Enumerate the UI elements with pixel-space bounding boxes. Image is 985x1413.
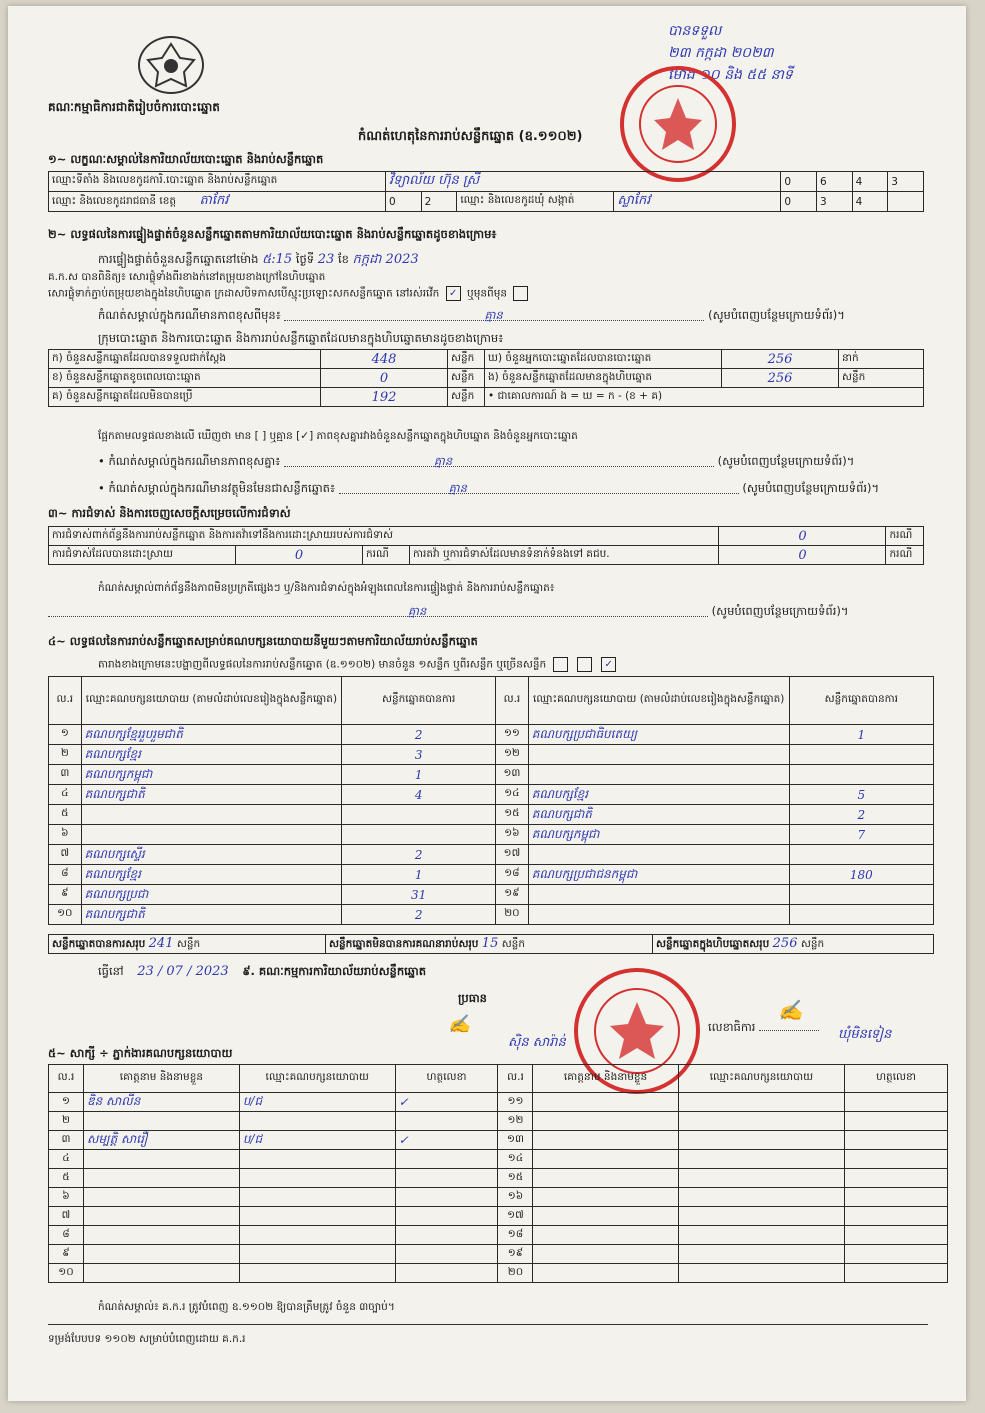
witness-sign — [845, 1093, 948, 1112]
witness-name — [533, 1131, 678, 1150]
result-party: គណបក្សជាតិ — [81, 905, 342, 925]
row-a-value: 448 — [321, 350, 448, 369]
seal-other-checkbox[interactable] — [513, 286, 528, 301]
witness-name — [533, 1207, 678, 1226]
result-party: គណបក្សខ្មែររួបរួមជាតិ — [81, 725, 342, 745]
table-row — [49, 725, 934, 745]
result-votes: 2 — [342, 725, 496, 745]
witness-party — [678, 1169, 844, 1188]
note-value-s2: គ្មាន — [484, 308, 503, 322]
col-party-left: ឈ្មោះគណបក្សនយោបាយ (តាមលំដាប់លេខរៀងក្នុងសន្លឹកឆ្នោត) — [81, 677, 342, 725]
witness-name — [83, 1264, 239, 1283]
sheets-1-checkbox[interactable] — [553, 657, 568, 672]
witness-no: ១២ — [498, 1112, 533, 1131]
witness-party — [239, 1226, 395, 1245]
witness-no: ២០ — [498, 1264, 533, 1283]
station-label: ឈ្មោះទីតាំង និងលេខកូដការិ.បោះឆ្នោត និងរាប់សន្លឹកឆ្នោត — [49, 172, 386, 192]
witness-name: សម្បត្តិ សារឿ — [83, 1131, 239, 1150]
row-b-label: ខ) ចំនួនសន្លឹកឆ្នោតខូចពេលបោះឆ្នោត — [49, 369, 321, 388]
station-code-3: 4 — [852, 172, 888, 192]
bullet-1: • កំណត់សម្គាល់ក្នុងករណីមានភាពខុសគ្នា៖ គ្មាន (សូមបំពេញបន្ថែមក្រោយទំព័រ)។ — [98, 454, 855, 468]
result-votes: 1 — [342, 765, 496, 785]
province-code-1: 0 — [386, 192, 422, 212]
witness-no: ៤ — [49, 1150, 84, 1169]
witness-no: ៥ — [49, 1169, 84, 1188]
witness-name — [533, 1188, 678, 1207]
bottom-divider — [48, 1324, 928, 1325]
result-party — [528, 905, 789, 925]
date-line: ធ្វើនៅ 23 / 07 / 2023 ៩. គណៈកម្មការការិយាល័យរាប់សន្លឹកឆ្នោត — [98, 964, 427, 979]
commune-label: ឈ្មោះ និងលេខកូដឃុំ សង្កាត់ — [457, 192, 614, 212]
witness-sign — [395, 1112, 498, 1131]
sheets-many-checkbox[interactable]: ✓ — [601, 657, 616, 672]
witness-no: ១៤ — [498, 1150, 533, 1169]
table-row — [49, 1150, 948, 1169]
witness-party — [239, 1207, 395, 1226]
table-row — [49, 885, 934, 905]
witness-sign — [395, 1188, 498, 1207]
result-votes: 31 — [342, 885, 496, 905]
day-value: 23 — [317, 252, 335, 267]
witness-sign — [395, 1207, 498, 1226]
witness-name — [83, 1188, 239, 1207]
result-no: ១០ — [49, 905, 82, 925]
witness-party: ប/ជ — [239, 1131, 395, 1150]
witness-name — [83, 1207, 239, 1226]
row-b-value: 0 — [321, 369, 448, 388]
station-table — [48, 171, 924, 212]
witness-party — [678, 1226, 844, 1245]
commune-code-3: 4 — [852, 192, 888, 212]
table-row — [49, 1188, 948, 1207]
table-row — [49, 1169, 948, 1188]
total-invalid-value: 15 — [481, 935, 499, 951]
section2-title: ២~ លទ្ធផលនៃការផ្ទៀងផ្ទាត់ចំនួនសន្លឹកឆ្នោតតាមការិយាល័យបោះឆ្នោត និងរាប់សន្លឹកឆ្នោតដូចខាងក្រោម៖ — [48, 227, 497, 241]
witness-party — [239, 1188, 395, 1207]
result-no: ៣ — [49, 765, 82, 785]
row-d-value: 256 — [722, 350, 839, 369]
committee-label: ៩. គណៈកម្មការការិយាល័យរាប់សន្លឹកឆ្នោត — [242, 964, 427, 978]
result-votes: 180 — [789, 865, 933, 885]
seal-line: សោរផ្លុំទាក់ភ្ជាប់តម្រុយខាងក្នុងនៃហិបឆ្នោត ក្រដាសបិទភាសបើស្មុះប្រឡោះសកសន្លឹកឆ្នោត នៅរស់រវើក ✓ ឬមុនពីមុន — [48, 286, 531, 301]
witness-party — [239, 1264, 395, 1283]
result-votes — [789, 745, 933, 765]
result-votes: 2 — [789, 805, 933, 825]
nec-emblem-icon — [138, 36, 204, 94]
section3-note-label: កំណត់សម្គាល់ពាក់ព័ន្ធនឹងភាពមិនប្រក្រតីផ្សេងៗ ឬ/និងការជំទាស់ក្នុងអំឡុងពេលនៃការផ្ទៀងផ្ទាត់ និងការរាប់សន្លឹកឆ្នោត៖ — [98, 582, 555, 594]
table-row — [49, 785, 934, 805]
form-title: កំណត់ហេតុនៃការរាប់សន្លឹកឆ្នោត (ឧ.១១០២) — [358, 129, 583, 144]
row-e-value: 256 — [722, 369, 839, 388]
chair-label: ប្រធាន — [458, 991, 487, 1005]
col-no-right: ល.រ — [496, 677, 529, 725]
witness-sign — [395, 1169, 498, 1188]
result-votes — [789, 765, 933, 785]
witness-no: ២ — [49, 1112, 84, 1131]
result-party — [528, 885, 789, 905]
form-code-note: ទម្រង់បែបបទ ១១០២ សម្រាប់បំពេញដោយ គ.ក.រ — [48, 1333, 246, 1345]
ballot-count-table: ក) ចំនួនសន្លឹកឆ្នោតដែលបានទទួលជាក់ស្តែង 448 សន្លឹក ឃ) ចំនួនអ្នកបោះឆ្នោតដែលបានបោះឆ្នោត 256 នាក់ ខ) ចំនួនសន្លឹកឆ្នោតខូចពេលបោះឆ្នោត 0 សន្លឹក ង) ចំនួនសន្លឹកឆ្នោតដែលមានក្នុងហិបឆ្នោត 256 សន្លឹក គ) ចំនួនសន្លឹកឆ្នោតដែលមិនបានប្រើ 192 សន្លឹក • ជាគោលការណ៍ ង = ឃ = ក - (ខ + គ) — [48, 349, 924, 407]
table-row — [49, 905, 934, 925]
witness-sign — [845, 1112, 948, 1131]
result-party — [528, 845, 789, 865]
witness-no: ៦ — [49, 1188, 84, 1207]
note-line-s2: កំណត់សម្គាល់ក្នុងករណីមានភាពខុសពីមុន៖ គ្មាន (សូមបំពេញបន្ថែមក្រោយទំព័រ)។ — [98, 308, 845, 322]
section5-title: ៥~ សាក្សី ÷ ភ្នាក់ងារគណបក្សនយោបាយ — [48, 1046, 233, 1060]
result-votes: 5 — [789, 785, 933, 805]
result-no: ១៩ — [496, 885, 529, 905]
witness-party — [678, 1112, 844, 1131]
witness-name — [83, 1226, 239, 1245]
witness-party — [678, 1245, 844, 1264]
table-row — [49, 1093, 948, 1112]
section4-title: ៤~ លទ្ធផលនៃការរាប់សន្លឹកឆ្នោតសម្រាប់គណបក្សនយោបាយនីមួយៗតាមការិយាល័យរាប់សន្លឹកឆ្នោត — [48, 634, 478, 648]
witness-sign: ✓ — [395, 1131, 498, 1150]
result-votes: 7 — [789, 825, 933, 845]
result-party: គណបក្សកម្ពុជា — [528, 825, 789, 845]
table-row — [49, 1131, 948, 1150]
complaint-row3-label: ការតវ៉ា ឬការជំទាស់ដែលមានទំនាក់ទំនងទៅ គជប. — [410, 546, 719, 565]
result-votes — [789, 885, 933, 905]
time-line-suffix: គ.ក.ស បានពិនិត្យ៖ សោរផ្លុំទាំងពីរខាងក់នៅតម្រុយខាងក្រៅនៃហិបឆ្នោត — [48, 271, 326, 283]
table-row — [49, 845, 934, 865]
result-party: គណបក្សកម្ពុជា — [81, 765, 342, 785]
witness-no: ១៦ — [498, 1188, 533, 1207]
witness-name — [533, 1093, 678, 1112]
result-votes: 1 — [789, 725, 933, 745]
table-row — [49, 745, 934, 765]
witness-no: ៣ — [49, 1131, 84, 1150]
result-no: ២ — [49, 745, 82, 765]
witness-name: ឌិន សាលីន — [83, 1093, 239, 1112]
bullet-2: • កំណត់សម្គាល់ក្នុងករណីមានវត្ថុមិនមែនជាសន្លឹកឆ្នោត៖ គ្មាន (សូមបំពេញបន្ថែមក្រោយទំព័រ)។ — [98, 481, 880, 495]
witness-name — [83, 1150, 239, 1169]
result-votes: 3 — [342, 745, 496, 765]
witness-name — [533, 1150, 678, 1169]
witness-party — [239, 1245, 395, 1264]
witness-no: ១១ — [498, 1093, 533, 1112]
witness-no: ៧ — [49, 1207, 84, 1226]
section4-sub: តារាងខាងក្រោមនេះបង្ហាញពីលទ្ធផលនៃការរាប់សន្លឹកឆ្នោត (ឧ.១១០២) មានចំនួន ១សន្លឹក ឬពីរសន្លឹក ឬច្រើនសន្លឹក ✓ — [98, 657, 619, 672]
complaint-row1-label: ការជំទាស់ពាក់ព័ន្ធនឹងការរាប់សន្លឹកឆ្នោត និងការតវ៉ាទៅនឹងការដោះស្រាយរបស់ការជំទាស់ — [49, 527, 719, 546]
result-no: ៥ — [49, 805, 82, 825]
totals-row: សន្លឹកឆ្នោតបានការសរុប 241 សន្លឹក សន្លឹកឆ្នោតមិនបានការគណនារាប់សរុប 15 សន្លឹក សន្លឹកឆ្នោតក្នុងហិបឆ្នោតសរុប 256 សន្លឹក — [48, 934, 934, 954]
result-no: ១៦ — [496, 825, 529, 845]
witness-sign — [845, 1169, 948, 1188]
result-no: ៦ — [49, 825, 82, 845]
complaint-row1-value: 0 — [719, 527, 886, 546]
section3-title: ៣~ ការជំទាស់ និងការចេញសេចក្តីសម្រេចលើការជំទាស់ — [48, 506, 291, 520]
row-c-value: 192 — [321, 388, 448, 407]
result-party: គណបក្សប្រជាធិបតេយ្យ — [528, 725, 789, 745]
witness-name — [83, 1112, 239, 1131]
result-party: គណបក្សខ្មែរ — [81, 865, 342, 885]
commune-value: ស្លាកែវ — [614, 192, 781, 212]
col-no-left: ល.រ — [49, 677, 82, 725]
complaint-row3-value: 0 — [719, 546, 886, 565]
commune-code-2: 3 — [816, 192, 852, 212]
section1-title: ១~ លក្ខណៈសម្គាល់នៃការិយាល័យបោះឆ្នោត និងរាប់សន្លឹកឆ្នោត — [48, 152, 324, 166]
witness-no: ១៨ — [498, 1226, 533, 1245]
result-votes: 4 — [342, 785, 496, 805]
result-party — [81, 805, 342, 825]
witness-no: ៩ — [49, 1245, 84, 1264]
table-row — [49, 1207, 948, 1226]
witness-party — [678, 1093, 844, 1112]
result-no: ៧ — [49, 845, 82, 865]
witness-sign — [395, 1226, 498, 1245]
result-party: គណបក្សស្ទើរ — [81, 845, 342, 865]
result-party: គណបក្សខ្មែរ — [528, 785, 789, 805]
witness-sign — [845, 1245, 948, 1264]
witness-no: ១៧ — [498, 1207, 533, 1226]
station-code-4: 3 — [888, 172, 924, 192]
result-no: ៤ — [49, 785, 82, 805]
witness-party — [678, 1264, 844, 1283]
witness-party — [678, 1150, 844, 1169]
total-box-value: 256 — [772, 935, 798, 951]
station-code-1: 0 — [781, 172, 817, 192]
total-valid-value: 241 — [148, 935, 174, 951]
commune-code-1: 0 — [781, 192, 817, 212]
result-party — [528, 765, 789, 785]
seal-ok-checkbox[interactable]: ✓ — [446, 286, 461, 301]
result-party: គណបក្សខ្មែរ — [81, 745, 342, 765]
witness-name — [533, 1264, 678, 1283]
witness-name — [533, 1226, 678, 1245]
official-seal-top — [620, 66, 736, 182]
table-row — [49, 825, 934, 845]
secretary-signature: ✍ — [778, 998, 803, 1022]
result-party — [528, 745, 789, 765]
witness-sign — [395, 1245, 498, 1264]
witness-party — [239, 1150, 395, 1169]
witness-no: ១០ — [49, 1264, 84, 1283]
form-sheet — [8, 6, 966, 1401]
table-row — [49, 865, 934, 885]
table-row — [49, 1245, 948, 1264]
result-votes: 2 — [342, 845, 496, 865]
result-votes — [342, 825, 496, 845]
witness-name — [533, 1112, 678, 1131]
complaint-row2-label: ការជំទាស់ដែលបានដោះស្រាយ — [49, 546, 236, 565]
intro-results: ក្រុមបោះឆ្នោត និងការបោះឆ្នោត និងការរាប់សន្លឹកឆ្នោតដែលមានក្នុងហិបឆ្នោតមានដូចខាងក្រោម៖ — [98, 331, 504, 345]
table-row — [49, 1112, 948, 1131]
table-row — [49, 1264, 948, 1283]
result-votes — [789, 845, 933, 865]
secretary-name: ឃុំមិនទៀន — [838, 1027, 892, 1042]
result-votes: 1 — [342, 865, 496, 885]
result-no: ៩ — [49, 885, 82, 905]
witness-no: ១៣ — [498, 1131, 533, 1150]
table-row — [49, 765, 934, 785]
table-row — [49, 1226, 948, 1245]
witness-sign — [845, 1150, 948, 1169]
row-c-label: គ) ចំនួនសន្លឹកឆ្នោតដែលមិនបានប្រើ — [49, 388, 321, 407]
col-party-right: ឈ្មោះគណបក្សនយោបាយ (តាមលំដាប់លេខរៀងក្នុងសន្លឹកឆ្នោត) — [528, 677, 789, 725]
table-row — [49, 805, 934, 825]
witness-sign — [845, 1207, 948, 1226]
complaint-row2-value: 0 — [236, 546, 363, 565]
witness-party — [239, 1169, 395, 1188]
result-party — [81, 825, 342, 845]
witness-no: ៨ — [49, 1226, 84, 1245]
province-value: តាកែវ — [199, 193, 229, 208]
result-party: គណបក្សប្រជា — [81, 885, 342, 905]
col-votes-right: សន្លឹកឆ្នោតបានការ — [789, 677, 933, 725]
complaints-table: ការជំទាស់ពាក់ព័ន្ធនឹងការរាប់សន្លឹកឆ្នោត និងការតវ៉ាទៅនឹងការដោះស្រាយរបស់ការជំទាស់ 0 ករណី ការជំទាស់ដែលបានដោះស្រាយ 0 ករណី ការតវ៉ា ឬការជំទាស់ដែលមានទំនាក់ទំនងទៅ គជប. 0 ករណី — [48, 526, 924, 565]
result-no: ១៤ — [496, 785, 529, 805]
row-d-label: ឃ) ចំនួនអ្នកបោះឆ្នោតដែលបានបោះឆ្នោត — [485, 350, 722, 369]
witness-no: ១៥ — [498, 1169, 533, 1188]
result-votes — [342, 805, 496, 825]
secretary-line: លេខាធិការ — [708, 1018, 819, 1034]
sheets-2-checkbox[interactable] — [577, 657, 592, 672]
witness-sign — [845, 1188, 948, 1207]
witness-sign — [395, 1264, 498, 1283]
witness-table: ល.រ គោត្តនាម និងនាមខ្លួន ឈ្មោះគណបក្សនយោបាយ ហត្ថលេខា ល.រ គោត្តនាម និងនាមខ្លួន ឈ្មោះគណបក្សនយោបាយ ហត្ថលេខា ១ ឌិន សាលីន ប/ជ ✓ ១១ ២ ១២ ៣ សម្បត្តិ សារឿ ប/ជ ✓ ១៣ ៤ ១៤ ៥ ១៥ ៦ ១៦ ៧ ១៧ ៨ ១៨ ៩ ១៩ ១០ ២០ — [48, 1064, 948, 1283]
station-value: វិទ្យាល័យ ហ៊ុន ស្រី — [386, 172, 781, 192]
province-label: ឈ្មោះ និងលេខកូដរាជធានី ខេត្ត តាកែវ — [49, 192, 386, 212]
result-no: ១១ — [496, 725, 529, 745]
time-value: ៥:15 — [262, 252, 293, 267]
footnote: កំណត់សម្គាល់៖ គ.ក.រ ត្រូវបំពេញ ឧ.១១០២ ឱ្យបានត្រឹមត្រូវ ចំនួន ៣ច្បាប់។ — [98, 1301, 395, 1313]
witness-name — [533, 1169, 678, 1188]
witness-party: ប/ជ — [239, 1093, 395, 1112]
chair-signature: ✍ — [448, 1014, 471, 1035]
result-party: គណបក្សជាតិ — [528, 805, 789, 825]
witness-sign — [845, 1131, 948, 1150]
witness-party — [239, 1112, 395, 1131]
witness-party — [678, 1207, 844, 1226]
section3-note-line: គ្មាន (សូមបំពេញបន្ថែមក្រោយទំព័រ)។ — [48, 604, 848, 618]
witness-no: ១ — [49, 1093, 84, 1112]
date-value: 23 / 07 / 2023 — [137, 964, 229, 979]
month-value: កក្កដា 2023 — [352, 252, 419, 267]
received-note: បានទទួល ២៣ កក្កដា ២០២៣ ម៉ោង ១០ និង ៥៥ នាទី — [668, 23, 793, 83]
result-votes: 2 — [342, 905, 496, 925]
witness-sign — [845, 1264, 948, 1283]
formula-note: • ជាគោលការណ៍ ង = ឃ = ក - (ខ + គ) — [485, 388, 924, 407]
result-no: ១៥ — [496, 805, 529, 825]
result-no: ៨ — [49, 865, 82, 885]
result-votes — [789, 905, 933, 925]
witness-no: ១៩ — [498, 1245, 533, 1264]
station-code-2: 6 — [816, 172, 852, 192]
witness-party — [678, 1131, 844, 1150]
witness-sign — [845, 1226, 948, 1245]
result-party: គណបក្សប្រជាជនកម្ពុជា — [528, 865, 789, 885]
result-no: ១៧ — [496, 845, 529, 865]
result-no: ១៨ — [496, 865, 529, 885]
witness-sign — [395, 1150, 498, 1169]
row-a-label: ក) ចំនួនសន្លឹកឆ្នោតដែលបានទទួលជាក់ស្តែង — [49, 350, 321, 369]
party-results-table — [48, 676, 934, 925]
result-no: ១ — [49, 725, 82, 745]
province-code-2: 2 — [421, 192, 457, 212]
col-votes-left: សន្លឹកឆ្នោតបានការ — [342, 677, 496, 725]
chair-name: ស៊ិន សារ៉ាន់ — [508, 1035, 566, 1050]
witness-party — [678, 1188, 844, 1207]
result-no: ១៣ — [496, 765, 529, 785]
result-party: គណបក្សជាតិ — [81, 785, 342, 805]
row-e-label: ង) ចំនួនសន្លឹកឆ្នោតដែលមានក្នុងហិបឆ្នោត — [485, 369, 722, 388]
result-no: ២០ — [496, 905, 529, 925]
time-line: ការផ្ទៀងផ្ទាត់ចំនួនសន្លឹកឆ្នោតនៅម៉ោង ៥:15 ថ្ងៃទី 23 ខែ កក្កដា 2023 — [98, 252, 419, 267]
org-line: គណៈកម្មាធិការជាតិរៀបចំការបោះឆ្នោត — [48, 100, 220, 114]
witness-sign: ✓ — [395, 1093, 498, 1112]
compare-line: ផ្អែកតាមលទ្ធផលខាងលើ ឃើញថា មាន [ ] ឬគ្មាន [✓] ភាពខុសគ្នារវាងចំនួនសន្លឹកឆ្នោតក្នុងហិបឆ្នោត និងចំនួនអ្នកបោះឆ្នោត — [98, 430, 578, 442]
witness-name — [533, 1245, 678, 1264]
result-no: ១២ — [496, 745, 529, 765]
witness-name — [83, 1169, 239, 1188]
witness-name — [83, 1245, 239, 1264]
